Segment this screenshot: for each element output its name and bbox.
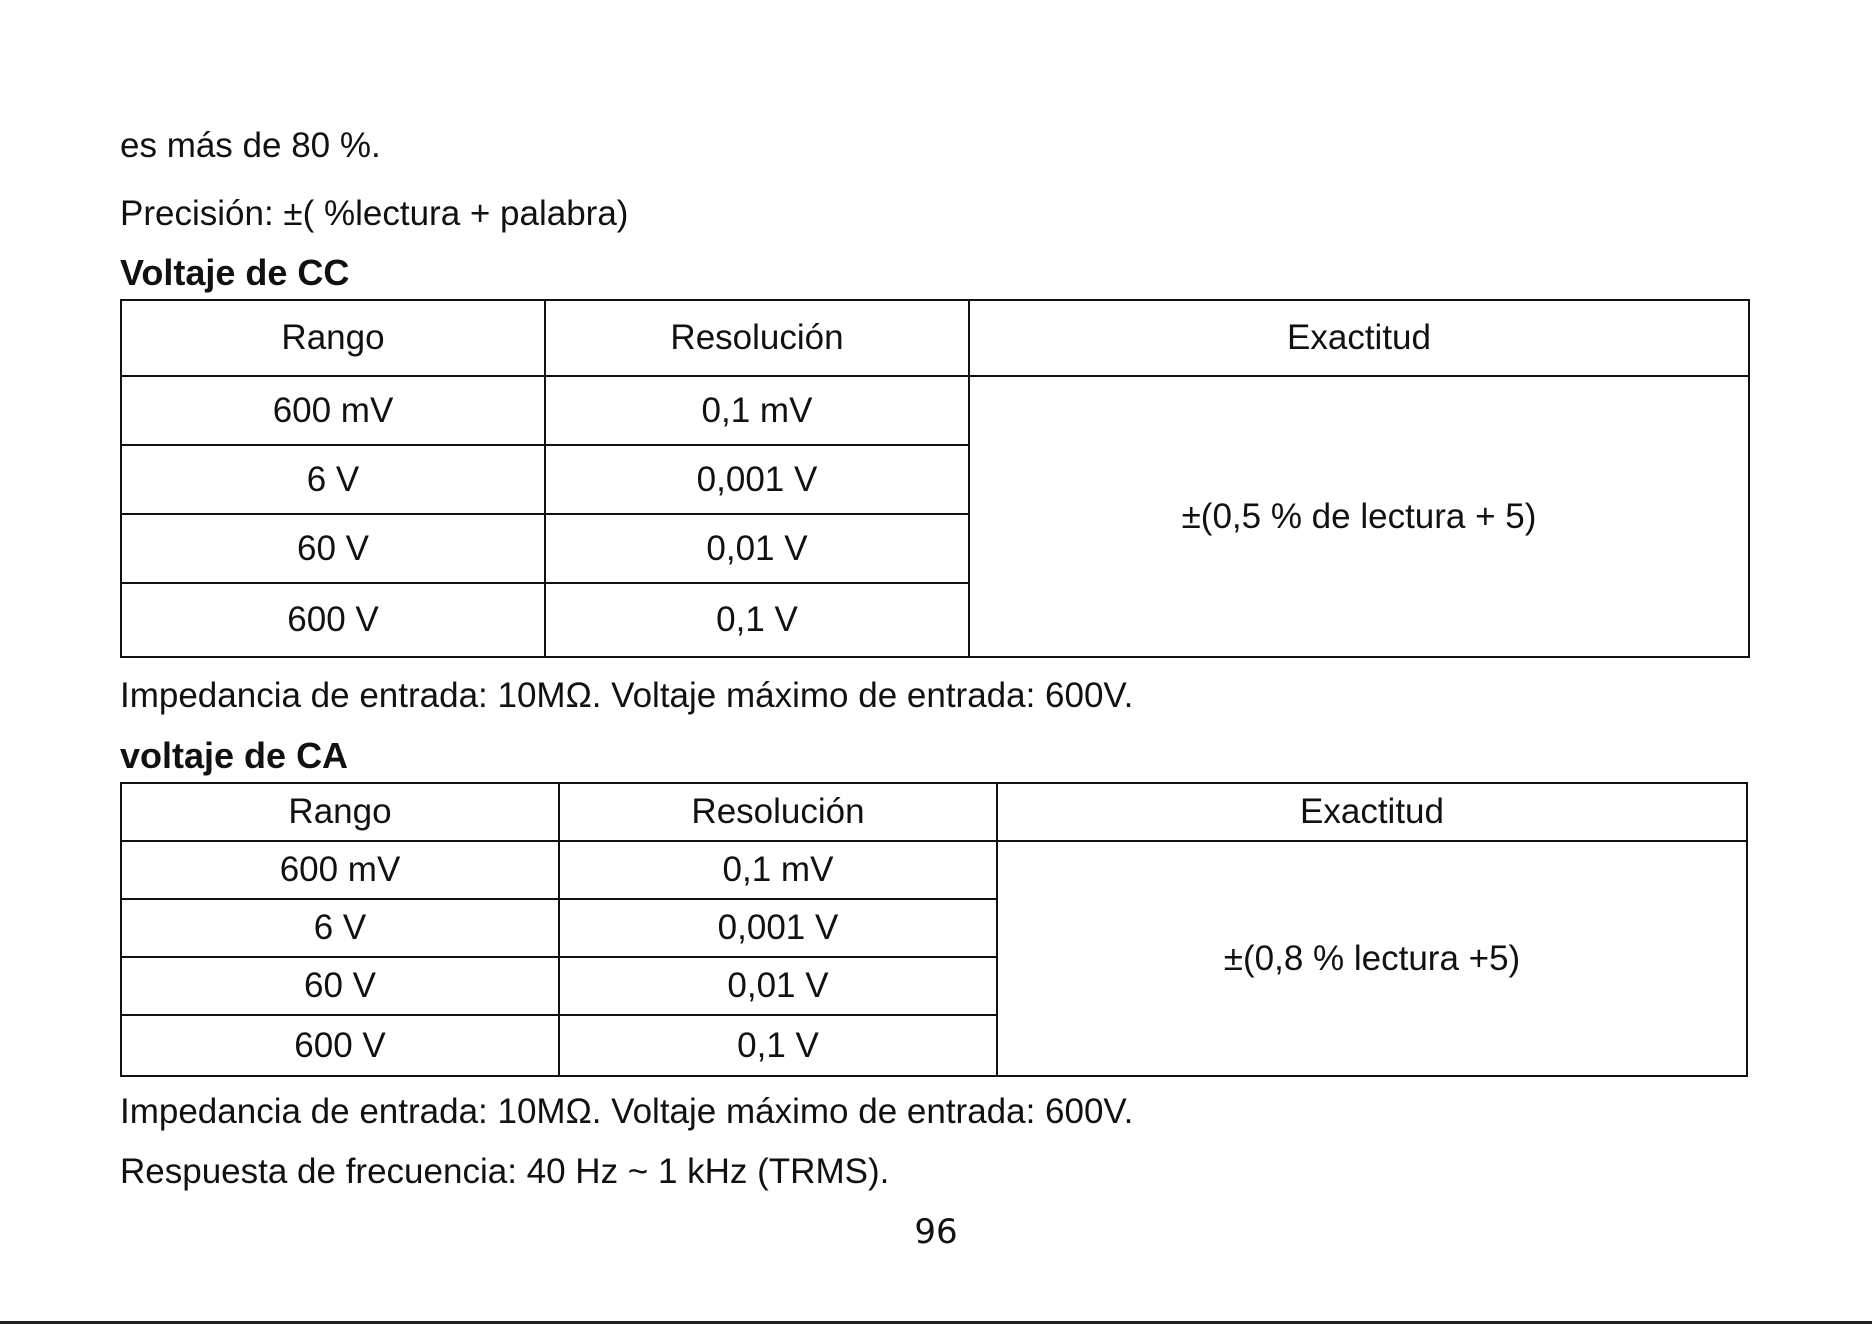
range-cell: 6 V [121, 899, 559, 957]
precision-line: Precisión: ±( %lectura + palabra) [120, 194, 629, 233]
frequency-response-note: Respuesta de frecuencia: 40 Hz ~ 1 kHz (TRMS). [120, 1152, 890, 1191]
column-header-resolution: Resolución [559, 783, 997, 841]
intro-line-1: es más de 80 %. [120, 126, 381, 165]
range-cell: 60 V [121, 514, 545, 583]
page-number: 96 [914, 1212, 958, 1252]
accuracy-cell: ±(0,8 % lectura +5) [997, 841, 1747, 1076]
resolution-cell: 0,1 V [545, 583, 969, 657]
range-cell: 600 V [121, 1015, 559, 1076]
range-cell: 600 mV [121, 841, 559, 899]
table-header-row [121, 300, 1749, 376]
dc-voltage-table [120, 299, 1750, 658]
resolution-cell: 0,1 mV [559, 841, 997, 899]
ac-impedance-note: Impedancia de entrada: 10MΩ. Voltaje máximo de entrada: 600V. [120, 1092, 1134, 1131]
range-cell: 600 V [121, 583, 545, 657]
table-header-row [121, 783, 1747, 841]
column-header-range: Rango [121, 300, 545, 376]
range-cell: 600 mV [121, 376, 545, 445]
column-header-accuracy: Exactitud [997, 783, 1747, 841]
column-header-accuracy: Exactitud [969, 300, 1749, 376]
resolution-cell: 0,1 mV [545, 376, 969, 445]
column-header-range: Rango [121, 783, 559, 841]
resolution-cell: 0,001 V [559, 899, 997, 957]
table-row [121, 376, 1749, 445]
resolution-cell: 0,001 V [545, 445, 969, 514]
column-header-resolution: Resolución [545, 300, 969, 376]
range-cell: 6 V [121, 445, 545, 514]
range-cell: 60 V [121, 957, 559, 1015]
dc-voltage-heading: Voltaje de CC [120, 252, 350, 293]
table-row [121, 841, 1747, 899]
resolution-cell: 0,1 V [559, 1015, 997, 1076]
resolution-cell: 0,01 V [559, 957, 997, 1015]
dc-impedance-note: Impedancia de entrada: 10MΩ. Voltaje máximo de entrada: 600V. [120, 676, 1134, 715]
resolution-cell: 0,01 V [545, 514, 969, 583]
ac-voltage-table [120, 782, 1748, 1077]
ac-voltage-heading: voltaje de CA [120, 735, 349, 776]
accuracy-cell: ±(0,5 % de lectura + 5) [969, 376, 1749, 657]
